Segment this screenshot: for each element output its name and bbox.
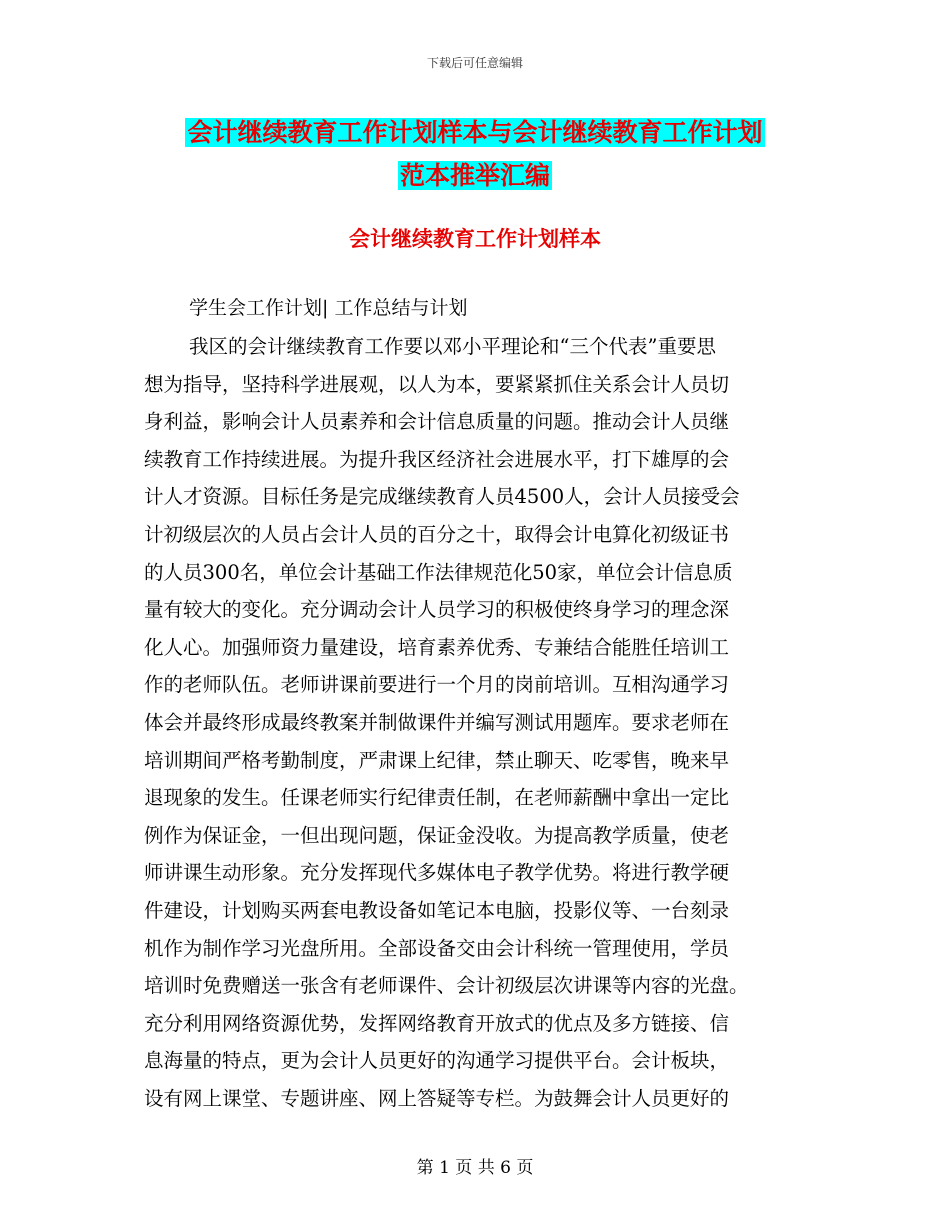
paragraph-line: 量有较大的变化。充分调动会计人员学习的积极使终身学习的理念深 xyxy=(144,598,730,622)
page-header: 下载后可任意编辑 xyxy=(426,56,523,70)
paragraph-line: 作的老师队伍。老师讲课前要进行一个月的岗前培训。互相沟通学习 xyxy=(144,673,730,697)
paragraph-line: 培训时免费赠送一张含有老师课件、会计初级层次讲课等内容的光盘。 xyxy=(144,974,749,998)
paragraph-line: 体会并最终形成最终教案并制做课件并编写测试用题库。要求老师在 xyxy=(144,711,730,734)
paragraph-line: 充分利用网络资源优势，发挥网络教育开放式的优点及多方链接、信 xyxy=(144,1011,730,1035)
paragraph-line: 身利益，影响会计人员素养和会计信息质量的问题。推动会计人员继 xyxy=(144,410,730,434)
paragraph-line: 计人才资源。目标任务是完成继续教育人员4500人，会计人员接受会 xyxy=(144,485,740,509)
paragraph-line: 设有网上课堂、专题讲座、网上答疑等专栏。为鼓舞会计人员更好的 xyxy=(144,1087,730,1110)
paragraph-line: 退现象的发生。任课老师实行纪律责任制，在老师薪酬中拿出一定比 xyxy=(144,786,730,810)
paragraph-line: 机作为制作学习光盘所用。全部设备交由会计科统一管理使用，学员 xyxy=(144,936,730,960)
paragraph-line: 师讲课生动形象。充分发挥现代多媒体电子教学优势。将进行教学硬 xyxy=(144,861,730,885)
paragraph-line: 化人心。加强师资力量建设，培育素养优秀、专兼结合能胜任培训工 xyxy=(144,635,730,659)
document-title-line-1 xyxy=(0,113,950,149)
title-highlight-1: 会计继续教育工作计划样本与会计继续教育工作计划 xyxy=(187,118,763,147)
lead-line: 学生会工作计划| 工作总结与计划 xyxy=(189,297,468,319)
paragraph-line: 想为指导，坚持科学进展观，以人为本，要紧紧抓住关系会计人员切 xyxy=(144,372,730,396)
paragraph-line: 息海量的特点，更为会计人员更好的沟通学习提供平台。会计板块， xyxy=(144,1049,730,1073)
page-footer: 第 1 页 共 6 页 xyxy=(416,1158,534,1178)
title-highlight-2: 范本推举汇编 xyxy=(399,161,550,190)
paragraph-line: 培训期间严格考勤制度，严肃课上纪律，禁止聊天、吃零售，晚来早 xyxy=(144,748,730,772)
section-title: 会计继续教育工作计划样本 xyxy=(349,226,601,251)
paragraph-line: 计初级层次的人员占会计人员的百分之十，取得会计电算化初级证书 xyxy=(144,523,730,546)
paragraph-line: 我区的会计继续教育工作要以邓小平理论和“三个代表”重要思 xyxy=(189,335,716,358)
document-title-line-2 xyxy=(0,156,950,192)
paragraph-line: 续教育工作持续进展。为提升我区经济社会进展水平，打下雄厚的会 xyxy=(144,447,730,471)
paragraph-line: 件建设，计划购买两套电教设备如笔记本电脑，投影仪等、一台刻录 xyxy=(144,899,730,922)
paragraph-line: 的人员300名，单位会计基础工作法律规范化50家，单位会计信息质 xyxy=(144,560,733,584)
paragraph-line: 例作为保证金，一但出现问题，保证金没收。为提高教学质量，使老 xyxy=(144,823,730,847)
